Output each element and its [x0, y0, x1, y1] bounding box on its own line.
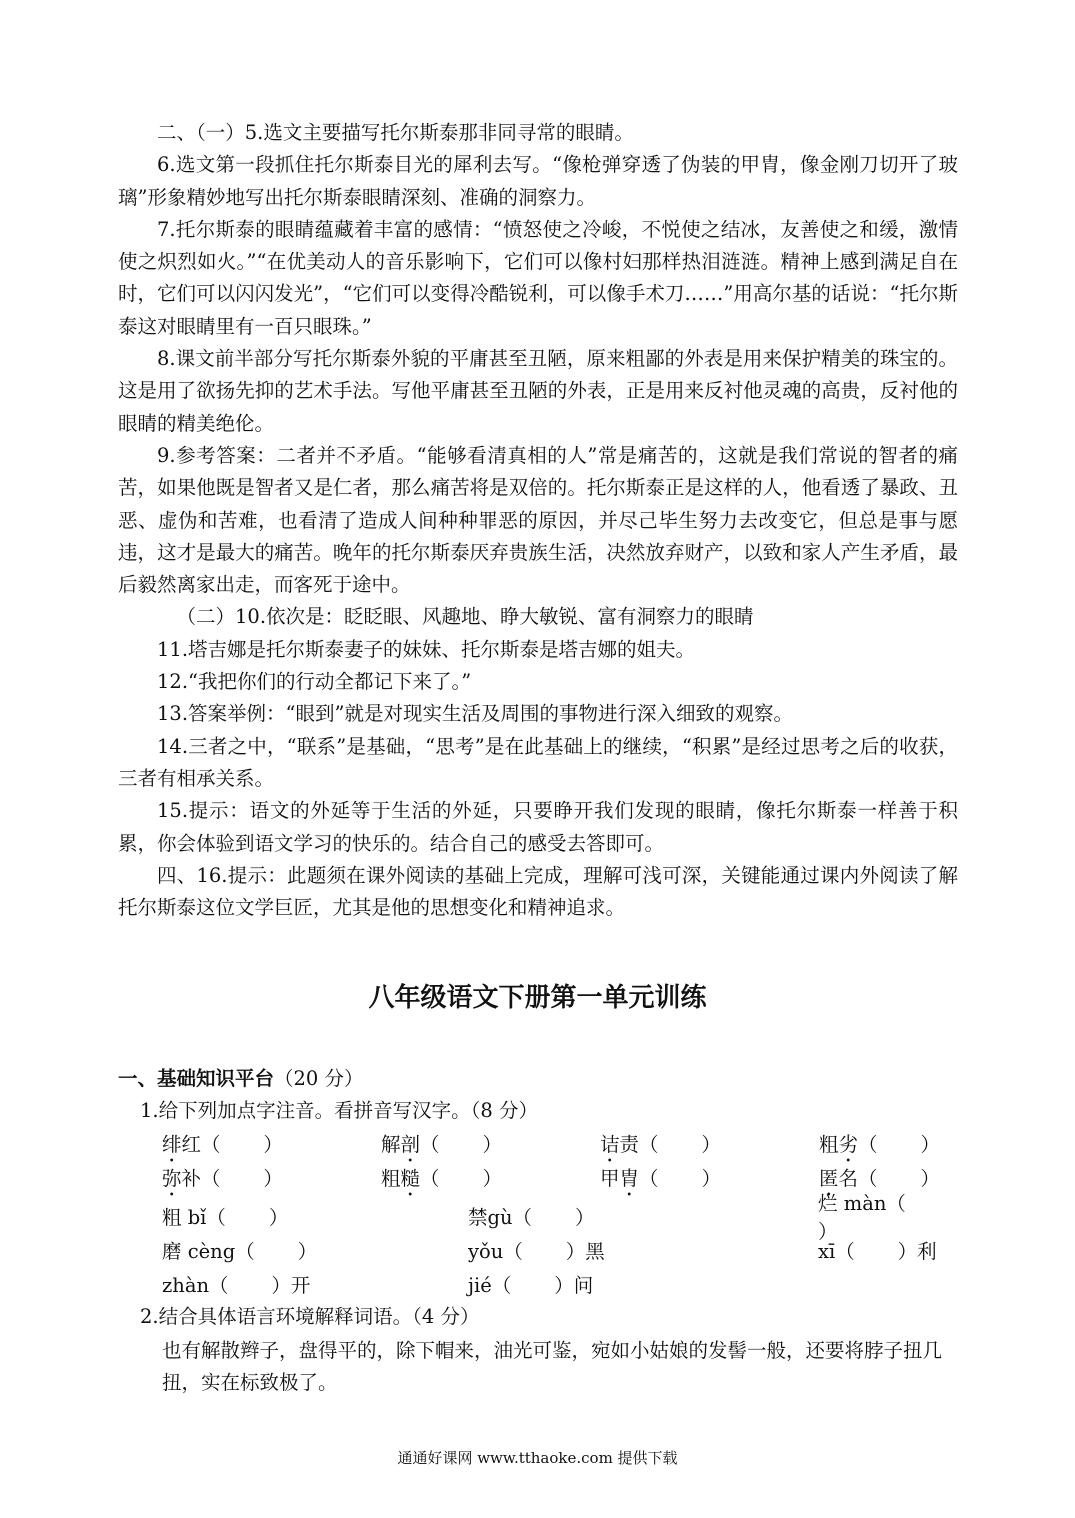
pinyin-item: 匿名（ ）: [819, 1167, 940, 1190]
answer-paragraph: 9.参考答案：二者并不矛盾。“能够看清真相的人”常是痛苦的，这就是我们常说的智者的痛苦，如果他既是智者又是仁者，那么痛苦将是双倍的。托尔斯泰正是这样的人，他看透了暴政、丑恶、虚伪和苦难，也看清了造成人间种种罪恶的原因，并尽己毕生努力去改变它，但总是事与愿违，这才是最大的痛苦。晚年的托尔斯泰厌弃贵族生活，决然放弃财产，以致和家人产生矛盾，最后毅然离家出走，而客死于途中。: [118, 443, 958, 597]
pinyin-item: 解剖（ ）: [381, 1133, 502, 1156]
answer-paragraph: 12.“我把你们的行动全都记下来了。”: [157, 670, 472, 694]
answer-paragraph: 15.提示：语文的外延等于生活的外延，只要睁开我们发现的眼睛，像托尔斯泰一样善于积累，你会体验到语文学习的快乐的。结合自己的感受去答即可。: [118, 799, 958, 855]
pinyin-item: 磨 cèng（ ）: [162, 1240, 318, 1263]
pinyin-item: xī（ ）利: [818, 1240, 937, 1263]
answer-section: [118, 117, 958, 924]
question-2: 2.结合具体语言环境解释词语。（4 分）: [140, 1305, 480, 1328]
pinyin-item: 粗 bǐ（ ）: [162, 1206, 289, 1229]
answer-paragraph: 7.托尔斯泰的眼睛蕴藏着丰富的感情：“愤怒使之冷峻，不悦使之结冰，友善使之和缓，激情使之炽烈如火。”“在优美动人的音乐影响下，它们可以像村妇那样热泪涟涟。精神上感到满足自在时，它们可以闪闪发光”，“它们可以变得冷酷锐利，可以像手术刀……”用高尔基的话说：“托尔斯泰这对眼睛里有一百只眼珠。”: [118, 217, 958, 338]
answer-paragraph: 二、（一）5.选文主要描写托尔斯泰那非同寻常的眼睛。: [157, 121, 634, 144]
answer-paragraph: 6.选文第一段抓住托尔斯泰目光的犀利去写。“像枪弹穿透了伪装的甲胄，像金刚刀切开了玻璃”形象精妙地写出托尔斯泰眼睛深刻、准确的洞察力。: [118, 153, 958, 209]
question-1: 1.给下列加点字注音。看拼音写汉字。（8 分）: [140, 1099, 538, 1122]
answer-paragraph: 8.课文前半部分写托尔斯泰外貌的平庸甚至丑陋，原来粗鄙的外表是用来保护精美的珠宝的。这是用了欲扬先抑的艺术手法。写他平庸甚至丑陋的外表，正是用来反衬他灵魂的高贵，反衬他的眼睛的精美绝伦。: [118, 347, 958, 435]
pinyin-row: [162, 1233, 958, 1267]
section-heading-text: 一、基础知识平台: [118, 1067, 275, 1090]
pinyin-item: 诘责（ ）: [600, 1133, 721, 1156]
pinyin-item: 粗劣（ ）: [819, 1133, 940, 1156]
pinyin-item: 粗糙（ ）: [381, 1167, 502, 1190]
pinyin-item: 禁gù（ ）: [468, 1206, 595, 1229]
section-score: （20 分）: [274, 1067, 364, 1090]
answer-paragraph: 13.答案举例：“眼到”就是对现实生活及周围的事物进行深入细致的观察。: [157, 702, 793, 726]
answer-paragraph: 14.三者之中，“联系”是基础，“思考”是在此基础上的继续，“积累”是经过思考之后的收获，三者有相承关系。: [118, 734, 958, 790]
answer-paragraph: （二）10.依次是：眨眨眼、风趣地、睁大敏锐、富有洞察力的眼睛: [176, 605, 754, 629]
pinyin-row: [162, 1192, 958, 1243]
pinyin-row: [162, 1267, 958, 1301]
pinyin-item: zhàn（ ）开: [162, 1274, 311, 1297]
pinyin-item: 烂 màn（）: [818, 1192, 906, 1243]
question-2-passage: 也有解散辫子，盘得平的，除下帽来，油光可鉴，宛如小姑娘的发髻一般，还要将脖子扭几扭，实在标致极了。: [162, 1339, 943, 1394]
pinyin-row: [162, 1131, 958, 1165]
pinyin-item: jié（ ）问: [468, 1274, 594, 1297]
pinyin-item: 绯红（ ）: [162, 1133, 283, 1156]
pinyin-item: yǒu（ ）黑: [468, 1240, 605, 1263]
exercise-section: [118, 1063, 958, 1399]
pinyin-item: 弥补（ ）: [162, 1167, 283, 1190]
answer-paragraph: 11.塔吉娜是托尔斯泰妻子的妹妹、托尔斯泰是塔吉娜的姐夫。: [157, 637, 696, 661]
answer-paragraph: 四、16.提示：此题须在课外阅读的基础上完成，理解可浅可深，关键能通过课内外阅读了解托尔斯泰这位文学巨匠，尤其是他的思想变化和精神追求。: [118, 863, 958, 920]
page-footer: 通通好课网 www.tthaoke.com 提供下载: [397, 1449, 678, 1467]
pinyin-grid: [162, 1131, 958, 1301]
pinyin-item: 甲胄（ ）: [600, 1167, 721, 1190]
section-heading: [118, 1063, 958, 1095]
unit-title: 八年级语文下册第一单元训练: [368, 983, 707, 1013]
